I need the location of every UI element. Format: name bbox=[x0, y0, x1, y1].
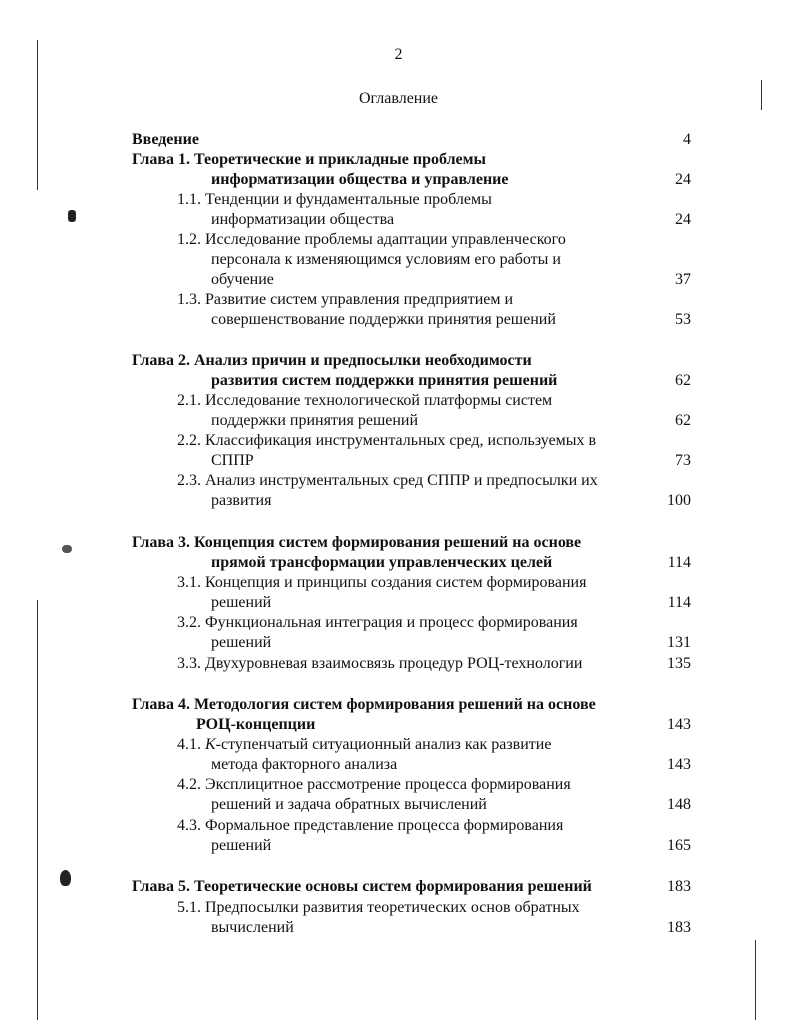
toc-s41-line1 bbox=[177, 735, 551, 755]
toc-s31-line1: 3.1. Концепция и принципы создания систем формирования bbox=[177, 574, 587, 591]
toc-ch5-line1: Глава 5. Теоретические основы систем формирования решений bbox=[132, 878, 592, 895]
toc-s22-line1: 2.2. Классификация инструментальных сред, используемых в bbox=[177, 432, 597, 449]
toc-s23-line1: 2.3. Анализ инструментальных сред СППР и предпосылки их bbox=[177, 472, 598, 489]
toc-ch3-line1: Глава 3. Концепция систем формирования решений на основе bbox=[132, 534, 582, 551]
toc-ch1-line1: Глава 1. Теоретические и прикладные проблемы bbox=[132, 151, 487, 168]
toc-title: Оглавление bbox=[358, 90, 439, 107]
toc-s33-line1: 3.3. Двухуровневая взаимосвязь процедур РОЦ-технологии bbox=[177, 655, 583, 672]
toc-ch2-page: 62 bbox=[675, 372, 691, 389]
toc-s31-page: 114 bbox=[667, 594, 691, 611]
toc-s31-line2: решений bbox=[211, 594, 272, 611]
scan-mark bbox=[62, 545, 72, 553]
toc-s51-line1: 5.1. Предпосылки развития теоретических основ обратных bbox=[177, 899, 580, 916]
toc-s21-page: 62 bbox=[675, 412, 691, 429]
toc-s23-page: 100 bbox=[667, 492, 691, 509]
toc-s13-line2: совершенствование поддержки принятия решений bbox=[211, 311, 556, 328]
toc-s51-page: 183 bbox=[667, 919, 691, 936]
toc-s41-text: -ступенчатый ситуационный анализ как развитие bbox=[215, 736, 552, 753]
toc-s11-page: 24 bbox=[675, 211, 691, 228]
toc-s32-page: 131 bbox=[667, 634, 691, 651]
toc-ch4-page: 143 bbox=[667, 716, 691, 733]
scan-mark bbox=[68, 210, 76, 222]
toc-s43-line2: решений bbox=[211, 837, 272, 854]
toc-s13-line1: 1.3. Развитие систем управления предприятием и bbox=[177, 291, 514, 308]
toc-ch4-line1: Глава 4. Методология систем формирования решений на основе bbox=[132, 696, 596, 713]
toc-s23-line2: развития bbox=[211, 492, 272, 509]
toc-s41-line2: метода факторного анализа bbox=[211, 756, 398, 773]
toc-s21-line1: 2.1. Исследование технологической платформы систем bbox=[177, 392, 553, 409]
toc-ch3-page: 114 bbox=[667, 554, 691, 571]
toc-s41-page: 143 bbox=[667, 756, 691, 773]
toc-ch1-page: 24 bbox=[675, 171, 691, 188]
toc-ch2-line2: развития систем поддержки принятия решений bbox=[211, 372, 558, 389]
toc-s13-page: 53 bbox=[675, 311, 691, 328]
toc-s51-line2: вычислений bbox=[211, 919, 294, 936]
toc-s43-line1: 4.3. Формальное представление процесса формирования bbox=[177, 817, 564, 834]
toc-intro-label: Введение bbox=[132, 131, 199, 148]
toc-s11-line1: 1.1. Тенденции и фундаментальные проблемы bbox=[177, 191, 492, 208]
toc-ch5-page: 183 bbox=[667, 878, 691, 895]
toc-ch4-line2: РОЦ-концепции bbox=[196, 716, 316, 733]
toc-s12-page: 37 bbox=[675, 271, 691, 288]
toc-intro-page: 4 bbox=[683, 131, 691, 148]
toc-ch3-line2: прямой трансформации управленческих целей bbox=[211, 554, 553, 571]
scan-mark bbox=[60, 870, 71, 886]
toc-s21-line2: поддержки принятия решений bbox=[211, 412, 419, 429]
toc-s33-page: 135 bbox=[667, 655, 691, 672]
toc-s43-page: 165 bbox=[667, 837, 691, 854]
toc-s22-line2: СППР bbox=[211, 452, 254, 469]
toc-s42-page: 148 bbox=[667, 796, 691, 813]
toc-s12-line3: обучение bbox=[211, 271, 274, 288]
toc-s41-number: 4.1. bbox=[177, 736, 201, 753]
scan-edge-left-2 bbox=[37, 600, 38, 1020]
toc-ch1-line2: информатизации общества и управление bbox=[211, 171, 509, 188]
toc-s22-page: 73 bbox=[675, 452, 691, 469]
page-number: 2 bbox=[394, 46, 403, 63]
toc-s32-line1: 3.2. Функциональная интеграция и процесс формирования bbox=[177, 614, 578, 631]
toc-s12-line1: 1.2. Исследование проблемы адаптации управленческого bbox=[177, 231, 566, 248]
toc-s42-line2: решений и задача обратных вычислений bbox=[211, 796, 487, 813]
scan-edge-right-2 bbox=[755, 940, 756, 1020]
toc-ch2-line1: Глава 2. Анализ причин и предпосылки необходимости bbox=[132, 352, 532, 369]
toc-s32-line2: решений bbox=[211, 634, 272, 651]
toc-s42-line1: 4.2. Эксплицитное рассмотрение процесса формирования bbox=[177, 776, 571, 793]
toc-s41-k: K bbox=[205, 736, 216, 753]
toc-s12-line2: персонала к изменяющимся условиям его работы и bbox=[211, 251, 561, 268]
toc-s11-line2: информатизации общества bbox=[211, 211, 395, 228]
